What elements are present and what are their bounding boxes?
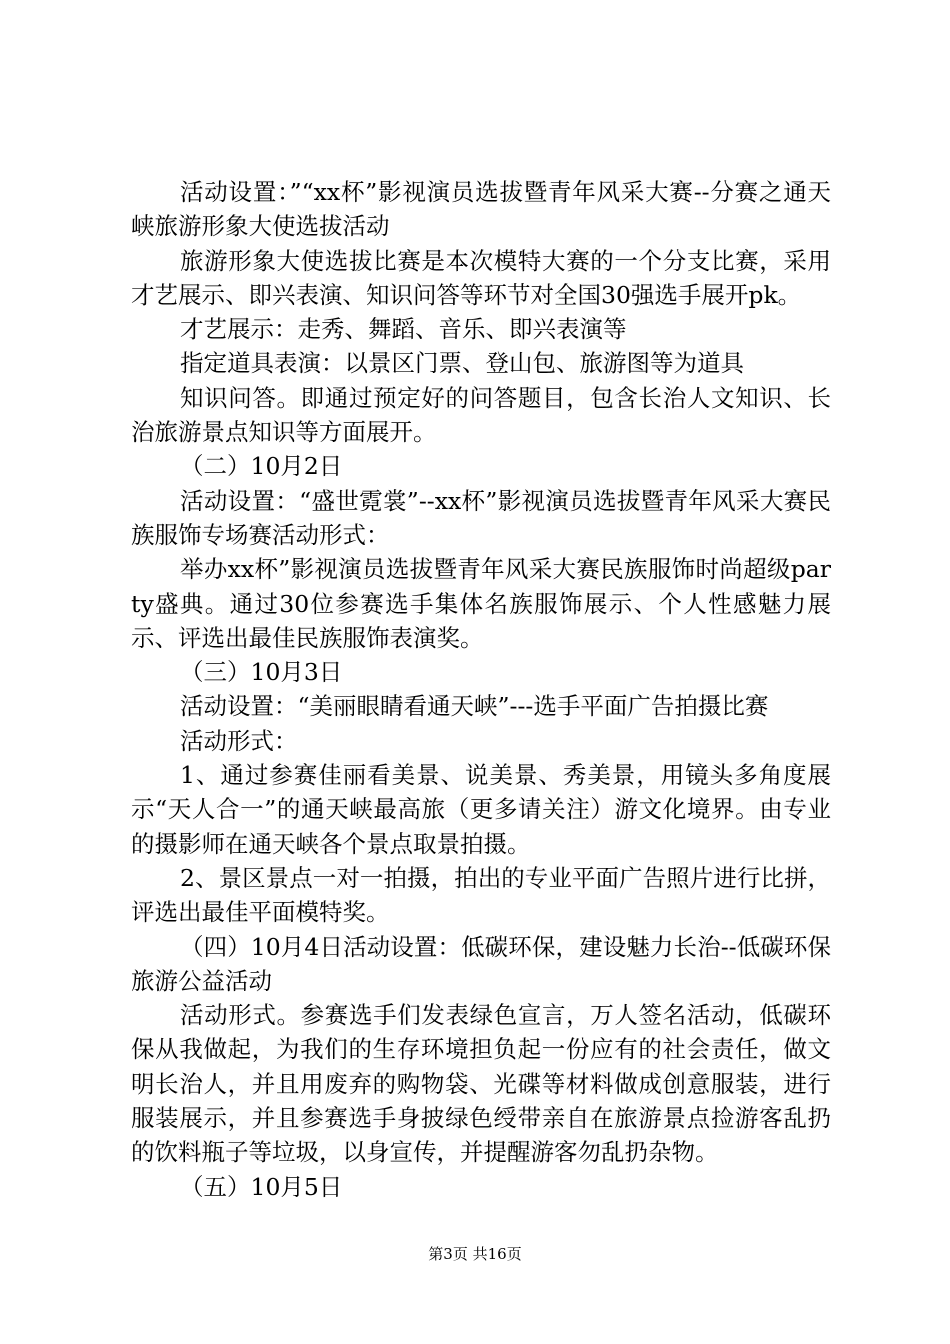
paragraph-photo-item-1: 1、通过参赛佳丽看美景、说美景、秀美景，用镜头多角度展示“天人合一”的通天峡最高旅（更多请关注）游文化境界。由专业的摄影师在通天峡各个景点取景拍摄。 bbox=[131, 761, 831, 858]
paragraph-activity-setting-3: 活动设置：“美丽眼睛看通天峡”---选手平面广告拍摄比赛 bbox=[180, 692, 769, 721]
paragraph-activity-form-label: 活动形式： bbox=[180, 726, 298, 755]
paragraph-talent-show: 才艺展示：走秀、舞蹈、音乐、即兴表演等 bbox=[180, 315, 627, 344]
paragraph-activity-setting-1: 活动设置：”“xx杯”影视演员选拔暨青年风采大赛--分赛之通天峡旅游形象大使选拔活动 bbox=[131, 178, 831, 241]
paragraph-ambassador-intro: 旅游形象大使选拔比赛是本次模特大赛的一个分支比赛，采用才艺展示、即兴表演、知识问答等环节对全国30强选手展开pk。 bbox=[131, 246, 831, 309]
section-heading-oct-3: （三）10月3日 bbox=[180, 658, 343, 687]
section-heading-oct-5: （五）10月5日 bbox=[180, 1172, 343, 1201]
paragraph-activity-setting-2: 活动设置：“盛世霓裳”--xx杯”影视演员选拔暨青年风采大赛民族服饰专场赛活动形式： bbox=[131, 486, 831, 549]
page-number-footer: 第3页 共16页 bbox=[428, 1245, 522, 1263]
paragraph-prop-performance: 指定道具表演：以景区门票、登山包、旅游图等为道具 bbox=[180, 349, 744, 378]
section-heading-oct-2: （二）10月2日 bbox=[180, 452, 343, 481]
paragraph-ethnic-costume: 举办xx杯”影视演员选拔暨青年风采大赛民族服饰时尚超级party盛典。通过30位参赛选手集体名族服饰展示、个人性感魅力展示、评选出最佳民族服饰表演奖。 bbox=[131, 555, 831, 652]
paragraph-knowledge-qa: 知识问答。即通过预定好的问答题目，包含长治人文知识、长治旅游景点知识等方面展开。 bbox=[131, 383, 831, 447]
paragraph-low-carbon: 活动形式。参赛选手们发表绿色宣言，万人签名活动，低碳环保从我做起，为我们的生存环境担负起一份应有的社会责任，做文明长治人，并且用废弃的购物袋、光碟等材料做成创意服装，进行服装展示，并且参赛选手身披绿色绶带亲自在旅游景点捡游客乱扔的饮料瓶子等垃圾，以身宣传，并提醒游客勿乱扔杂物。 bbox=[131, 1001, 831, 1167]
paragraph-photo-item-2: 2、景区景点一对一拍摄，拍出的专业平面广告照片进行比拼，评选出最佳平面模特奖。 bbox=[131, 863, 831, 927]
section-heading-oct-4: （四）10月4日活动设置：低碳环保，建设魅力长治--低碳环保旅游公益活动 bbox=[131, 932, 831, 995]
document-body bbox=[131, 175, 831, 1204]
